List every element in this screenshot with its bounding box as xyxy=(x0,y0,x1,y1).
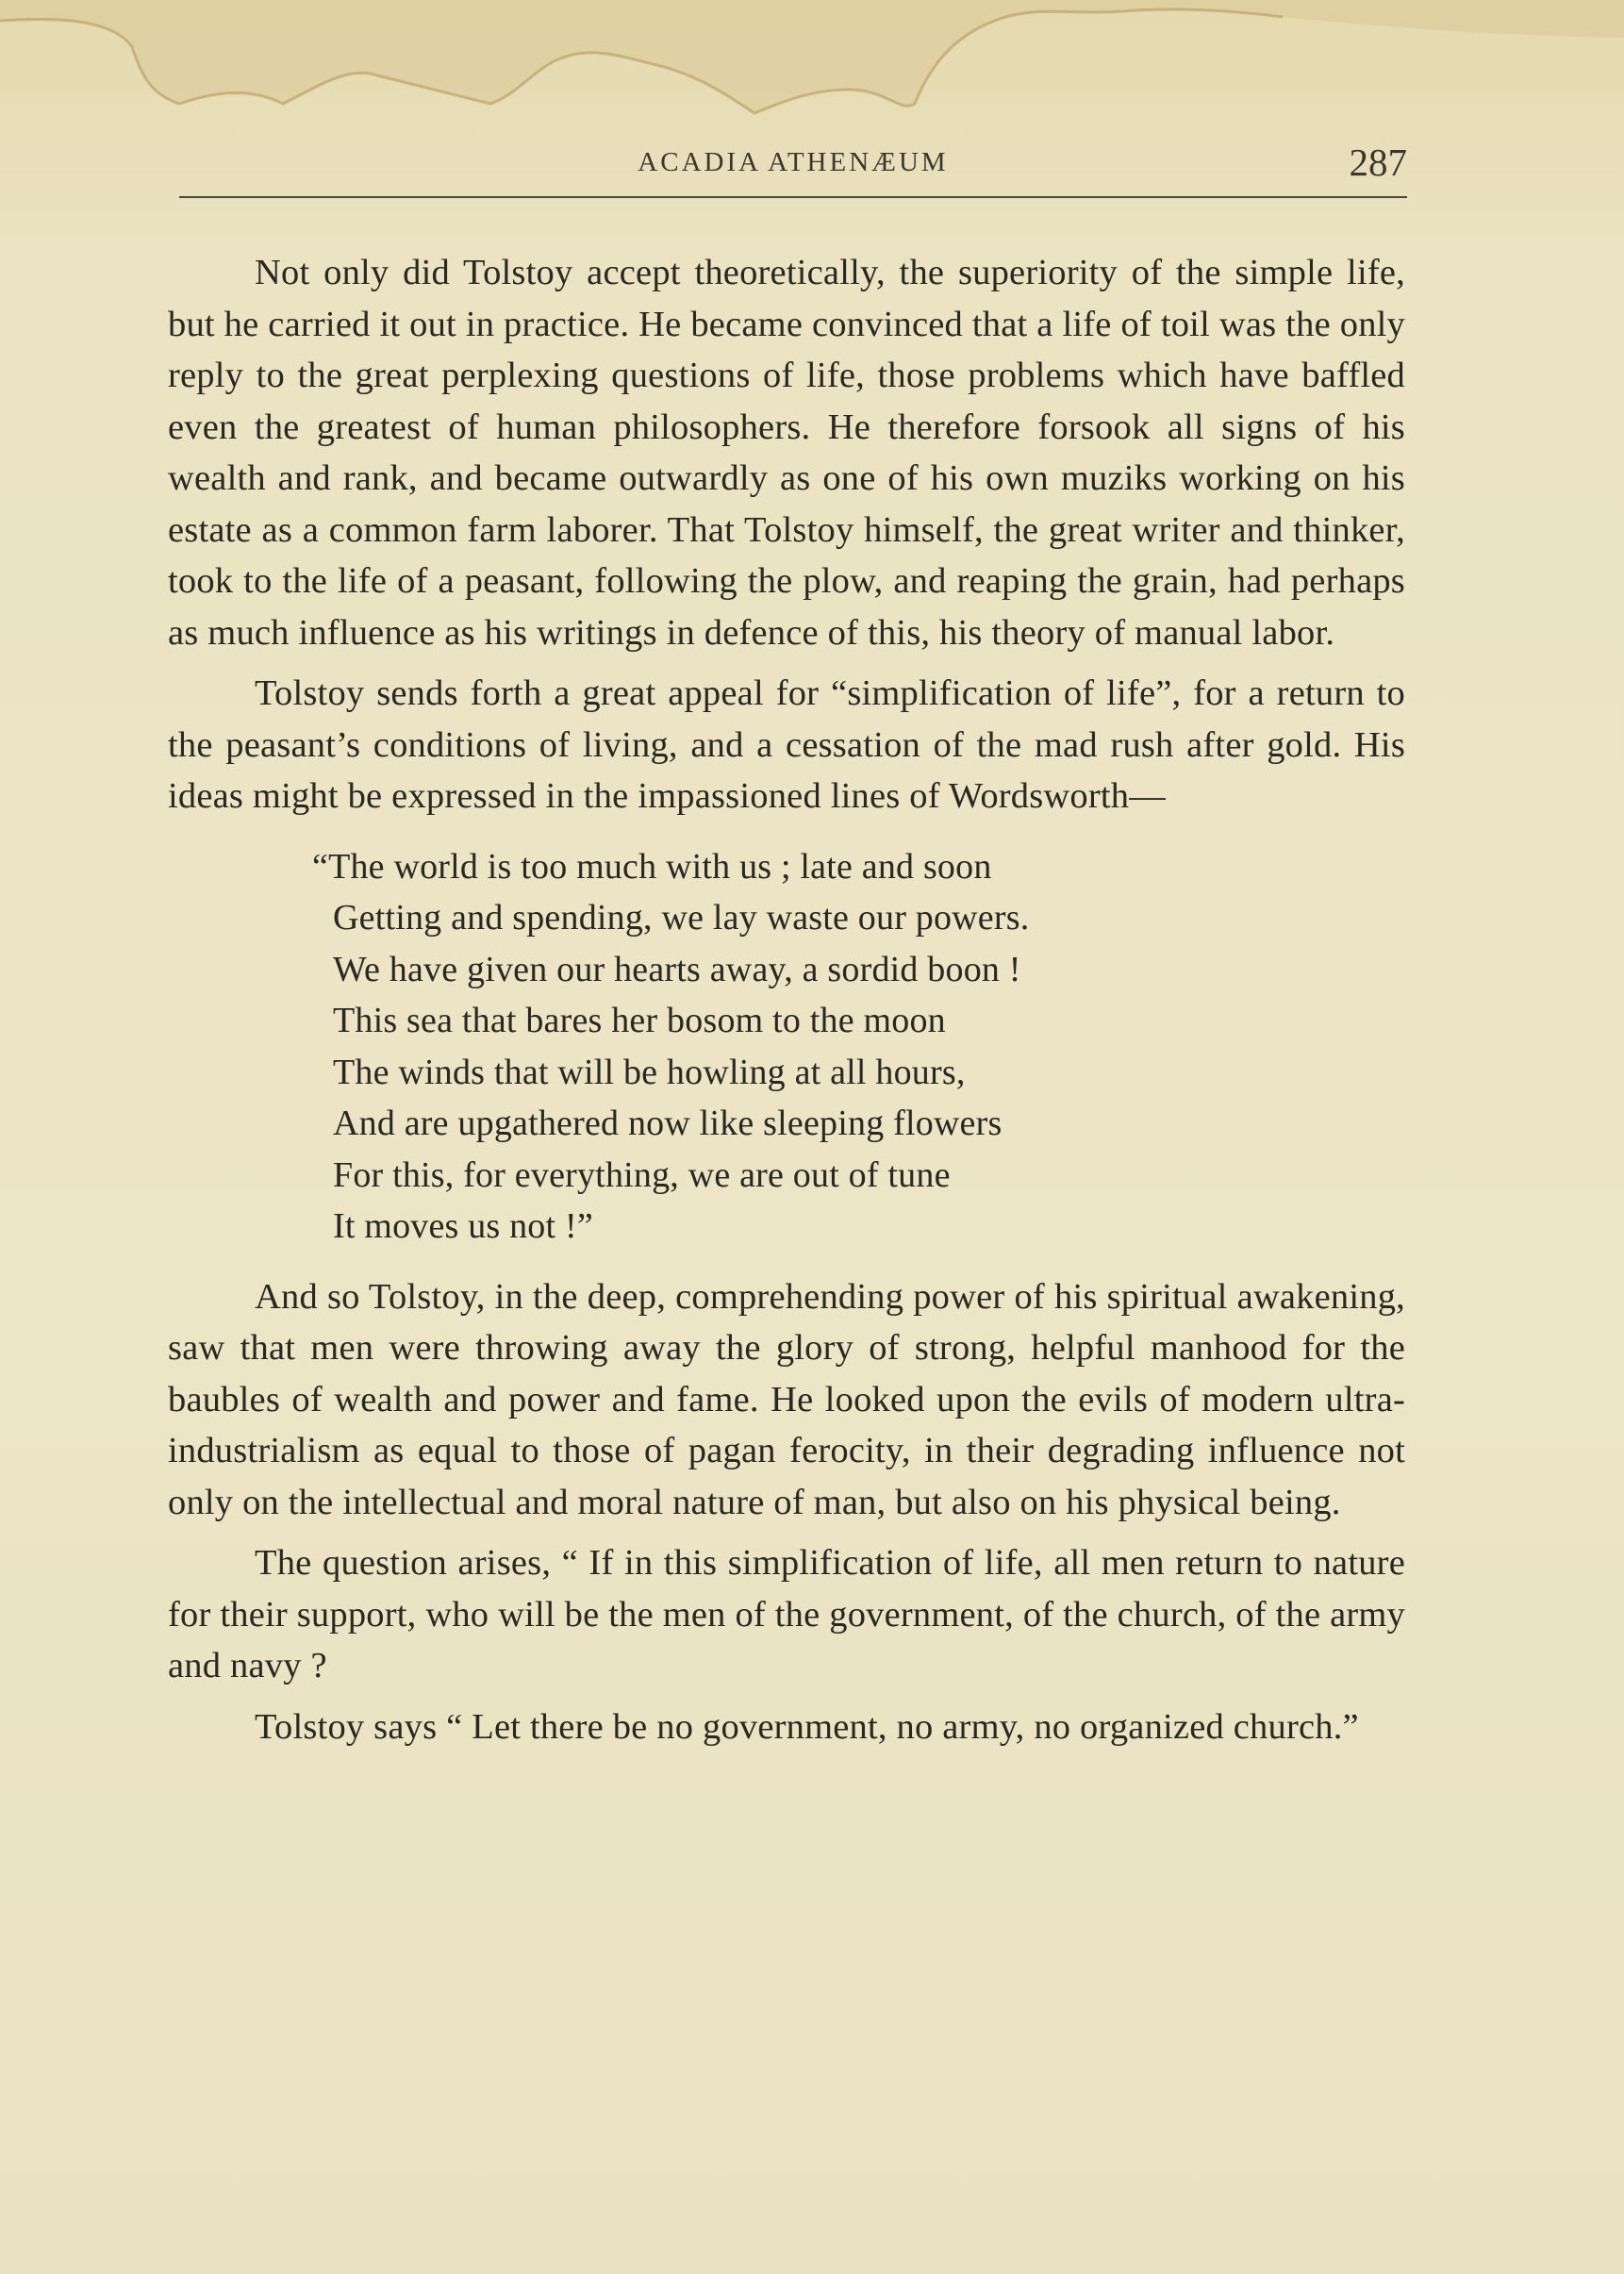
poem-line: “The world is too much with us ; late and soon xyxy=(312,846,992,887)
paragraph: Tolstoy sends forth a great appeal for “simplification of life”, for a return to the peasant’s conditions of living, and a cessation of the mad rush after gold. His ideas might be expressed in the impassioned lines of Wordsworth— xyxy=(168,673,1405,816)
quoted-poem xyxy=(312,841,1405,1253)
paragraph: Tolstoy says “ Let there be no government, no army, no organized church.” xyxy=(255,1706,1359,1747)
page-number: 287 xyxy=(1349,141,1407,184)
running-header xyxy=(179,140,1407,198)
paragraph: And so Tolstoy, in the deep, comprehending power of his spiritual awakening, saw that men were throwing away the glory of strong, helpful manhood for the baubles of wealth and power and fame. He looked upon the evils of modern ultra-industrialism as equal to those of pagan ferocity, in their degrading influence not only on the intellectual and moral nature of man, but also on his physical being. xyxy=(168,1276,1405,1522)
poem-line: This sea that bares her bosom to the moon xyxy=(333,1001,946,1040)
header-rule xyxy=(179,196,1407,198)
running-title: ACADIA ATHENÆUM xyxy=(638,147,949,177)
article-body xyxy=(168,247,1405,1762)
poem-line: For this, for everything, we are out of tune xyxy=(333,1154,951,1195)
poem-line: We have given our hearts away, a sordid boon ! xyxy=(333,949,1021,989)
poem-line: The winds that will be howling at all hours, xyxy=(333,1052,966,1092)
paragraph: Not only did Tolstoy accept theoretically, the superiority of the simple life, but he carried it out in practice. He became convinced that a life of toil was the only reply to the great perplexing questions of life, those problems which have baffled even the greatest of human philosophers. He therefore forsook all signs of his wealth and rank, and became outwardly as one of his own muziks working on his estate as a common farm laborer. That Tolstoy himself, the great writer and thinker, took to the life of a peasant, following the plow, and reaping the grain, had perhaps as much influence as his writings in defence of this, his theory of manual labor. xyxy=(168,253,1405,653)
paragraph: The question arises, “ If in this simplification of life, all men return to nature for their support, who will be the men of the government, of the church, of the army and navy ? xyxy=(168,1543,1405,1685)
poem-line: And are upgathered now like sleeping flowers xyxy=(333,1104,1003,1143)
poem-line: It moves us not !” xyxy=(333,1206,593,1246)
poem-line: Getting and spending, we lay waste our powers. xyxy=(333,898,1030,938)
